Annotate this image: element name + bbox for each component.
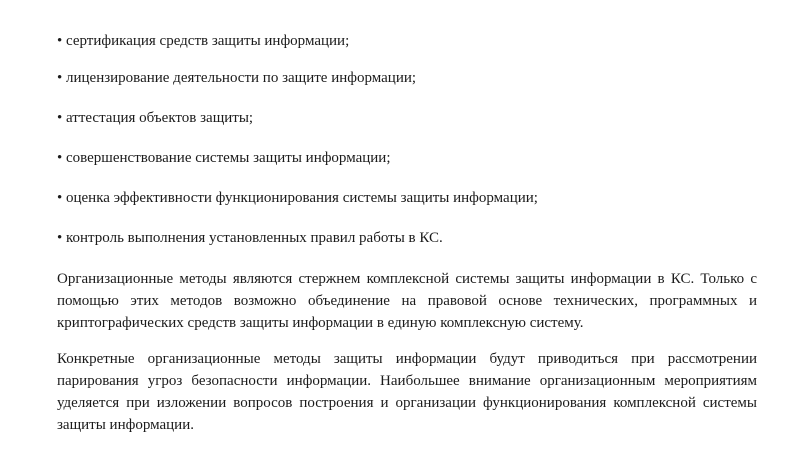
list-item bbox=[57, 69, 416, 87]
list-item bbox=[57, 149, 391, 167]
paragraph: Конкретные организационные методы защиты информации будут приводиться при рассмотрении парирования угроз безопасности информации. Наибольшее внимание организационным мероприятиям уделяется при изложении вопросов построения и организации функционирования комплексной системы защиты информации. bbox=[57, 351, 757, 433]
list-item-text: сертификация средств защиты информации; bbox=[66, 33, 350, 49]
list-item bbox=[57, 109, 253, 127]
list-item-text: лицензирование деятельности по защите информации; bbox=[66, 70, 417, 86]
list-item-text: совершенствование системы защиты информации; bbox=[66, 150, 391, 166]
bullet-marker: • bbox=[57, 110, 63, 126]
list-item bbox=[57, 32, 349, 50]
list-item bbox=[57, 189, 538, 207]
list-item-text: аттестация объектов защиты; bbox=[66, 110, 254, 126]
bullet-marker: • bbox=[57, 70, 63, 86]
paragraph: Организационные методы являются стержнем комплексной системы защиты информации в КС. Только с помощью этих методов возможно объединение на правовой основе технических, программных и криптографических средств защиты информации в единую комплексную систему. bbox=[57, 271, 757, 331]
bullet-marker: • bbox=[57, 190, 63, 206]
bullet-marker: • bbox=[57, 230, 63, 246]
list-item-text: контроль выполнения установленных правил работы в КС. bbox=[66, 230, 443, 246]
list-item-text: оценка эффективности функционирования системы защиты информации; bbox=[66, 190, 538, 206]
bullet-marker: • bbox=[57, 33, 63, 49]
bullet-marker: • bbox=[57, 150, 63, 166]
list-item bbox=[57, 229, 443, 247]
